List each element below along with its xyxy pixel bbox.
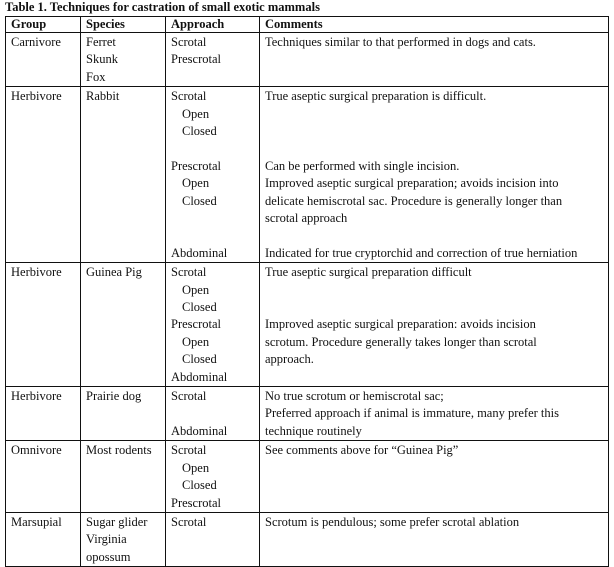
- comments-cell: [260, 87, 609, 263]
- approach-line: Closed: [182, 193, 217, 208]
- comments-line: True aseptic surgical preparation is difficult.: [265, 89, 487, 104]
- approach-line: [171, 405, 259, 422]
- approach-line: Scrotal: [171, 89, 207, 104]
- comments-line: [265, 227, 608, 244]
- approach-line: Open: [182, 176, 210, 191]
- species-cell: [81, 387, 166, 441]
- species-line: Skunk: [86, 52, 118, 67]
- comments-line: Can be performed with single incision.: [265, 158, 460, 173]
- comments-line: Improved aseptic surgical preparation; avoids incision into: [265, 176, 559, 191]
- table-header-row: [6, 17, 609, 33]
- comments-line: scrotum. Procedure generally takes longer than scrotal: [265, 334, 537, 349]
- table-row: [6, 441, 609, 513]
- group-line: Herbivore: [11, 265, 62, 280]
- table-row: [6, 263, 609, 387]
- species-cell: [81, 441, 166, 513]
- species-line: opossum: [86, 549, 131, 564]
- approach-line: Scrotal: [171, 265, 207, 280]
- table-title: Table 1. Techniques for castration of small exotic mammals: [5, 0, 320, 14]
- comments-line: No true scrotum or hemiscrotal sac;: [265, 389, 444, 404]
- comments-line: Techniques similar to that performed in dogs and cats.: [265, 35, 536, 49]
- species-cell: [81, 512, 166, 566]
- castration-techniques-table: [5, 16, 609, 567]
- header-approach: Approach: [166, 17, 260, 33]
- species-line: Virginia: [86, 532, 127, 547]
- species-line: Fox: [86, 69, 106, 84]
- approach-line: Prescrotal: [171, 495, 221, 510]
- species-line: Rabbit: [86, 89, 120, 104]
- table-row: [6, 512, 609, 566]
- approach-line: Prescrotal: [171, 158, 221, 173]
- group-cell: [6, 512, 81, 566]
- species-cell: [81, 263, 166, 387]
- comments-cell: [260, 263, 609, 387]
- species-line: Ferret: [86, 35, 116, 49]
- comments-line: Improved aseptic surgical preparation: avoids incision: [265, 317, 536, 332]
- group-cell: [6, 33, 81, 87]
- group-cell: [6, 87, 81, 263]
- approach-line: Abdominal: [171, 423, 228, 438]
- group-cell: [6, 387, 81, 441]
- species-line: Prairie dog: [86, 389, 142, 404]
- approach-line: Open: [182, 460, 210, 475]
- comments-line: [265, 123, 608, 140]
- comments-line: technique routinely: [265, 423, 362, 438]
- comments-line: approach.: [265, 352, 314, 367]
- approach-cell: [166, 33, 260, 87]
- comments-line: Indicated for true cryptorchid and correction of true herniation: [265, 245, 578, 260]
- approach-line: Closed: [182, 478, 217, 493]
- approach-line: Closed: [182, 300, 217, 315]
- approach-cell: [166, 87, 260, 263]
- approach-line: [171, 140, 259, 157]
- comments-cell: [260, 387, 609, 441]
- group-line: Omnivore: [11, 443, 62, 458]
- species-line: Guinea Pig: [86, 265, 142, 280]
- approach-line: Scrotal: [171, 443, 207, 458]
- group-line: Carnivore: [11, 35, 61, 49]
- comments-line: delicate hemiscrotal sac. Procedure is generally longer than: [265, 193, 563, 208]
- approach-cell: [166, 263, 260, 387]
- header-group: Group: [6, 17, 81, 33]
- table-row: [6, 387, 609, 441]
- approach-line: Scrotal: [171, 389, 207, 404]
- header-comments: Comments: [260, 17, 609, 33]
- approach-line: Scrotal: [171, 35, 207, 49]
- approach-line: Open: [182, 334, 210, 349]
- table-row: [6, 33, 609, 87]
- approach-cell: [166, 512, 260, 566]
- approach-cell: [166, 441, 260, 513]
- approach-line: Abdominal: [171, 369, 228, 384]
- comments-line: [265, 140, 608, 157]
- comments-line: scrotal approach: [265, 211, 348, 226]
- approach-line: Prescrotal: [171, 317, 221, 332]
- table-row: [6, 87, 609, 263]
- group-cell: [6, 441, 81, 513]
- comments-line: See comments above for “Guinea Pig”: [265, 443, 459, 458]
- species-line: Most rodents: [86, 443, 152, 458]
- comments-line: Scrotum is pendulous; some prefer scrotal ablation: [265, 514, 520, 529]
- comments-line: True aseptic surgical preparation difficult: [265, 265, 472, 280]
- species-cell: [81, 33, 166, 87]
- group-line: Herbivore: [11, 89, 62, 104]
- approach-line: Open: [182, 282, 210, 297]
- comments-cell: [260, 33, 609, 87]
- approach-line: Prescrotal: [171, 52, 221, 67]
- group-line: Marsupial: [11, 514, 62, 529]
- approach-line: Scrotal: [171, 514, 207, 529]
- approach-line: Abdominal: [171, 245, 228, 260]
- species-cell: [81, 87, 166, 263]
- table-body: [6, 33, 609, 567]
- comments-line: [265, 282, 608, 299]
- approach-line: [171, 210, 259, 227]
- approach-line: Closed: [182, 124, 217, 139]
- approach-line: Closed: [182, 352, 217, 367]
- group-cell: [6, 263, 81, 387]
- approach-line: Open: [182, 106, 210, 121]
- comments-line: [265, 299, 608, 316]
- species-line: Sugar glider: [86, 514, 148, 529]
- header-species: Species: [81, 17, 166, 33]
- comments-line: Preferred approach if animal is immature, many prefer this: [265, 406, 559, 421]
- approach-line: [171, 227, 259, 244]
- approach-cell: [166, 387, 260, 441]
- group-line: Herbivore: [11, 389, 62, 404]
- comments-cell: [260, 512, 609, 566]
- comments-line: [265, 106, 608, 123]
- comments-cell: [260, 441, 609, 513]
